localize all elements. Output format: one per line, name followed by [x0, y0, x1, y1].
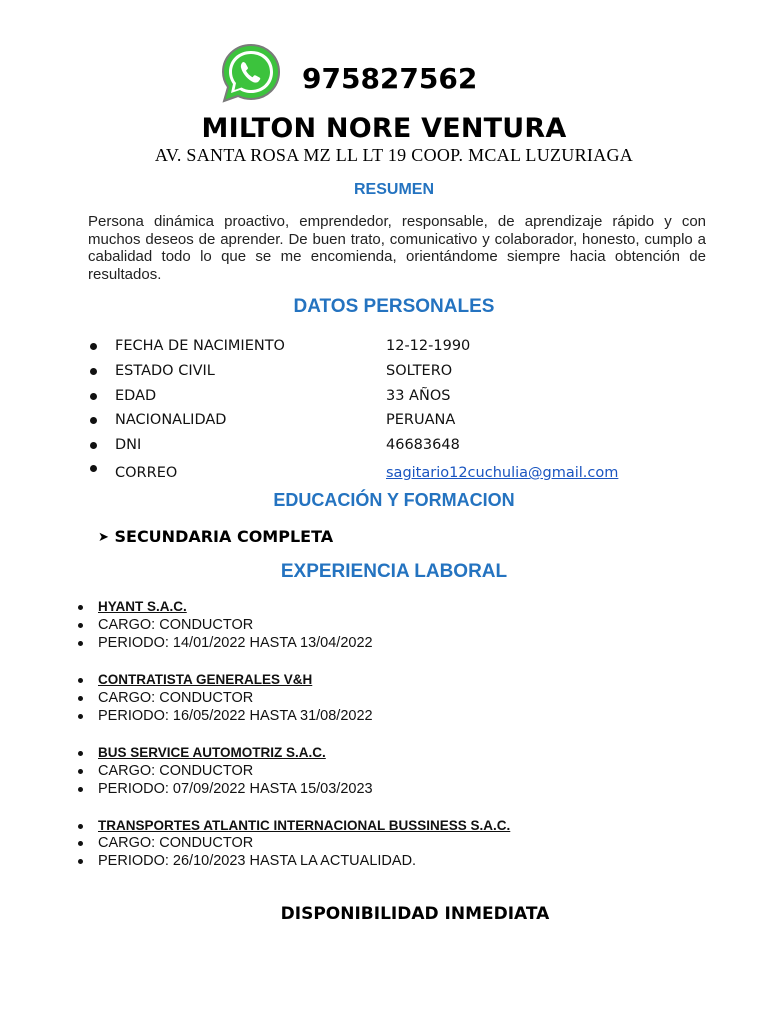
summary-title: RESUMEN [353, 181, 434, 198]
arrow-bullet-icon: ➤ [98, 530, 109, 545]
address: AV. SANTA ROSA MZ LL LT 19 COOP. MCAL LUZURIAGA [154, 145, 634, 165]
bullet-icon [78, 751, 83, 756]
education-item [98, 527, 333, 546]
periodo-text: PERIODO: 07/09/2022 HASTA 15/03/2023 [98, 781, 373, 797]
cargo-text: CARGO: CONDUCTOR [98, 835, 254, 851]
bullet-icon [78, 623, 83, 628]
personal-row-dni [90, 437, 710, 459]
cargo-text: CARGO: CONDUCTOR [98, 617, 254, 633]
bullet-icon [90, 393, 97, 400]
availability-note: DISPONIBILIDAD INMEDIATA [280, 904, 550, 924]
bullet-icon [78, 841, 83, 846]
bullet-icon [90, 368, 97, 375]
field-value: SOLTERO [386, 363, 453, 379]
bullet-icon [78, 769, 83, 774]
email-link[interactable]: sagitario12cuchulia@gmail.com [386, 465, 619, 481]
bullet-icon [78, 824, 83, 829]
bullet-icon [78, 605, 83, 610]
bullet-icon [90, 442, 97, 449]
bullet-icon [78, 678, 83, 683]
field-value: 46683648 [386, 437, 460, 453]
bullet-icon [78, 696, 83, 701]
phone-number: 975827562 [302, 62, 478, 95]
education-title: EDUCACIÓN Y FORMACION [273, 490, 515, 510]
field-value: 12-12-1990 [386, 338, 471, 354]
field-label: ESTADO CIVIL [115, 363, 215, 379]
bullet-icon [78, 787, 83, 792]
company-name: TRANSPORTES ATLANTIC INTERNACIONAL BUSSINESS S.A.C. [98, 818, 511, 833]
company-name: HYANT S.A.C. [98, 599, 187, 614]
personal-row-nationality [90, 412, 710, 434]
personal-data-title: DATOS PERSONALES [293, 296, 495, 317]
experience-title: EXPERIENCIA LABORAL [280, 561, 508, 582]
personal-row-age [90, 388, 710, 410]
full-name: MILTON NORE VENTURA [201, 113, 567, 144]
field-value: 33 AÑOS [386, 388, 451, 404]
whatsapp-icon [218, 42, 284, 104]
personal-row-email [90, 465, 710, 487]
periodo-text: PERIODO: 26/10/2023 HASTA LA ACTUALIDAD. [98, 853, 417, 869]
bullet-icon [90, 343, 97, 350]
summary-text: Persona dinámica proactivo, emprendedor, responsable, de aprendizaje rápido y con muchos deseos de aprender. De buen trato, comunicativo y colaborador, honesto, cumplo a cabalidad todo lo que se me encomienda, orientándome siempre hacia obtención de resultados. [88, 213, 706, 283]
bullet-icon [78, 641, 83, 646]
periodo-text: PERIODO: 14/01/2022 HASTA 13/04/2022 [98, 635, 373, 651]
field-label: CORREO [115, 465, 178, 481]
bullet-icon [78, 714, 83, 719]
field-label: FECHA DE NACIMIENTO [115, 338, 285, 354]
company-name: CONTRATISTA GENERALES V&H [98, 672, 313, 687]
personal-row-civil-status [90, 363, 710, 385]
field-value: PERUANA [386, 412, 456, 428]
personal-row-birthdate [90, 338, 710, 360]
field-label: NACIONALIDAD [115, 412, 227, 428]
bullet-icon [78, 859, 83, 864]
field-label: DNI [115, 437, 142, 453]
periodo-text: PERIODO: 16/05/2022 HASTA 31/08/2022 [98, 708, 373, 724]
education-label: SECUNDARIA COMPLETA [114, 527, 334, 546]
cargo-text: CARGO: CONDUCTOR [98, 763, 254, 779]
field-label: EDAD [115, 388, 157, 404]
bullet-icon [90, 417, 97, 424]
company-name: BUS SERVICE AUTOMOTRIZ S.A.C. [98, 745, 326, 760]
bullet-icon [90, 465, 97, 472]
cargo-text: CARGO: CONDUCTOR [98, 690, 254, 706]
